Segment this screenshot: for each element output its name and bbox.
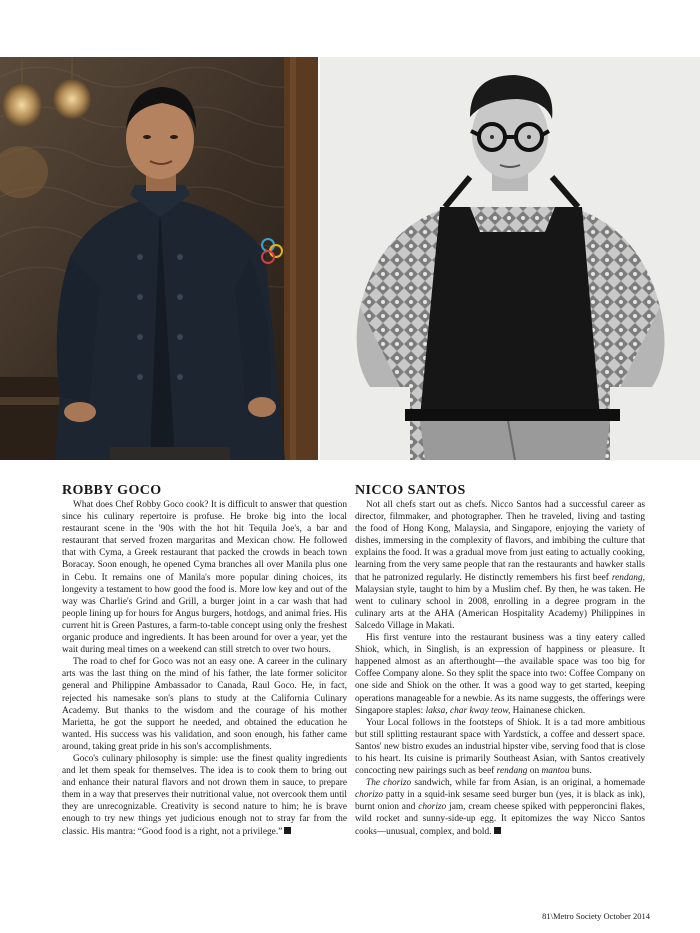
nicco-santos-photo [320,57,700,460]
robby-goco-heading: ROBBY GOCO [62,483,162,498]
nicco-santos-paragraph-1: Not all chefs start out as chefs. Nicco Santos had a successful career as director, filmmaker, and photographer. Then he traveled, living and tasting the food of Hong Kong, Malaysia, and Singapore, enjoying the variety of dishes, immersing in the complexity of flavors, and imbibing the culture that explains the food. It was a gradual move from just eating to actually cooking, learning from the very same people that ran the restaurants and hawker stalls that he patronized regularly. He distinctly remembers his first beef rendang, Malaysian style, taught to him by a Muslim chef. By then, he was taken. He went to culinary school in 2008, enrolling in a degree program in the culinary arts at the AHA (American Hospitality Academy) Philippines in Salcedo Village in Makati. [355,500,645,631]
end-mark-icon [284,827,291,834]
robby-goco-paragraph-3: Goco's culinary philosophy is simple: use the finest quality ingredients and let them speak for themselves. The idea is to cook them to bring out and enhance their natural flavors and not drown them in sauce, to prepare them in a way that preserves their nutritional value, not overcook them until they are unrecognizable. Creativity is second nature to him; he is brave enough to try new things yet judicious enough not to stray far from the classic. His mantra: “Good food is a right, not a privilege.” [62,753,347,837]
robby-goco-paragraph-1: What does Chef Robby Goco cook? It is difficult to answer that question since his culinary repertoire is profuse. He broke big into the local restaurant scene in the '90s with the hot hit Tequila Joe's, a bar and restaurant that served frozen margaritas and Mexican chow. He followed that with Cyma, a Greek restaurant that packed the crowds in beach town Boracay. Soon enough, he opened Cyma branches all over Manila plus one in Cebu. It remains one of Manila's more popular dining choices, its longevity a testament to how good the food is. More low key and out of the way was Charlie's Grind and Grill, a burger joint in a car wash that had people lining up for hours for Angus burgers, hotdogs, and animal fries. His current hit is Green Pastures, a farm-to-table concept using only the freshest organic produce and ingredients. It has been around for over a year, yet the wait during meal times on a weekend can still stretch to over two hours. [62,500,347,656]
page-footer: 81\Metro Society October 2014 [542,911,650,921]
nicco-santos-article [355,484,645,838]
nicco-santos-heading: NICCO SANTOS [355,483,466,498]
robby-goco-article [62,484,347,838]
nicco-santos-paragraph-2: His first venture into the restaurant business was a tiny eatery called Shiok, which, in Singlish, is an expression of happiness or pleasure. It happened almost as an afterthought—the available space was too big for Coffee Company alone. So they split the space into two: Coffee Company on one side and Shiok on the other. It was a good way to get started, keeping operations manageable for a newbie. As its name suggests, the offerings were Singapore staples: laksa, char kway teow, Hainanese chicken. [355,633,645,716]
robby-goco-paragraph-2: The road to chef for Goco was not an easy one. A career in the culinary arts was the last thing on the mind of his father, the late former solicitor general and Philippine Ambassador to Canada, Raul Goco. He, in fact, rejected his namesake son's plans to study at the California Culinary Academy. But thanks to the wisdom and the courage of his mother Marietta, he got the support he needed, and obtained the education he wanted. His success was his validation, and soon enough, his father came around, taking great pride in his son's accomplishments. [62,657,347,752]
photo-spread [0,57,700,460]
nicco-santos-paragraph-4: The chorizo sandwich, while far from Asian, is an original, a homemade chorizo patty in a squid-ink sesame seed burger bun (yes, it is black as ink), burnt onion and chorizo jam, cream cheese spiked with pepperoncini flakes, wild rocket and sunny-side-up egg. It epitomizes the way Nicco Santos cooks—unusual, complex, and bold. [355,778,645,837]
end-mark-icon [494,827,501,834]
nicco-santos-paragraph-3: Your Local follows in the footsteps of Shiok. It is a tad more ambitious but still splitting restaurant space with Yardstick, a coffee and dessert space. Santos' new bistro exudes an industrial hipster vibe, serving food that is close to his heart. Its cuisine is primarily Southeast Asian, with Santos creatively concocting new pairings such as beef rendang on mantou buns. [355,717,645,777]
robby-goco-photo [0,57,318,460]
